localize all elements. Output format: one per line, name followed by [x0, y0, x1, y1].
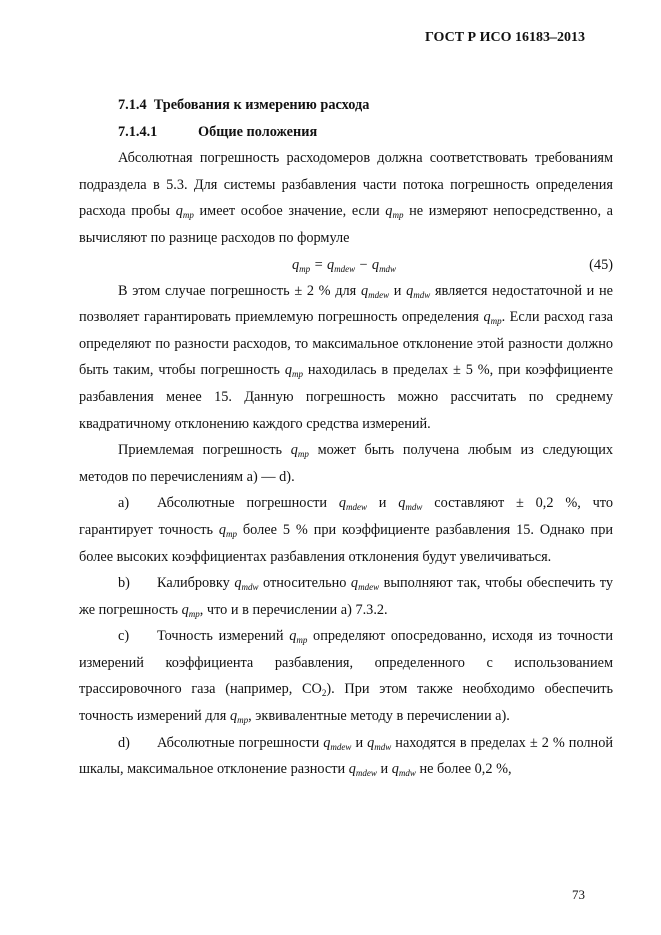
list-item-a: a) Абсолютные погрешности $q_{mdew}$ и $q_{mdw}$ составляют ± 0,2 %, что гарантирует точность $q_{mp}$ более 5 % при коэффициенте разбавления 15. Однако при более высоких коэффициентах разбавления отклонения будут увеличиваться. [79, 490, 613, 570]
document-header: ГОСТ Р ИСО 16183–2013 [424, 30, 585, 45]
formula-45 [79, 252, 613, 278]
list-marker: d) [118, 734, 130, 751]
section-heading [79, 92, 613, 119]
list-marker: a) [118, 495, 130, 512]
list-marker: b) [118, 575, 130, 592]
subsection-heading [79, 119, 613, 146]
list-marker: c) [118, 628, 130, 645]
formula-expression: $q_{mp} = q_{mdew} - q_{mdw}$ [292, 256, 397, 274]
formula-number: (45) [589, 256, 613, 273]
paragraph-2: В этом случае погрешность ± 2 % для $q_{mdew}$ и $q_{mdw}$ является недостаточной и не позволяет гарантировать приемлемую погрешность определения $q_{mp}$. Если расход газа определяют по разности расходов, то максимальное отклонение этой разности должно быть таким, чтобы погрешность $q_{mp}$ находилась в пределах ± 5 %, при коэффициенте разбавления менее 15. Данную погрешность можно рассчитать по среднему квадратичному отклонению каждого средства измерений. [79, 282, 613, 432]
page-number: 73 [572, 887, 585, 902]
subsection-number: 7.1.4.1 [118, 123, 158, 140]
section-number: 7.1.4 [118, 97, 147, 113]
section-title: Требования к измерению расхода [153, 97, 370, 113]
list-item-b: b) Калибровку $q_{mdw}$ относительно $q_{mdew}$ выполняют так, чтобы обеспечить ту же погрешность $q_{mp}$, что и в перечислении а) 7.3.2. [79, 570, 613, 623]
subsection-title: Общие положения [198, 123, 318, 140]
paragraph-1: Абсолютная погрешность расходомеров должна соответствовать требованиям подраздела в 5.3. Для системы разбавления части потока погрешность определения расхода пробы $q_{mp}$ имеет особое значение, если $q_{mp}$ не измеряют непосредственно, а вычисляют по разнице расходов по формуле [79, 150, 613, 246]
page-content [79, 92, 613, 783]
list-item-c: c) Точность измерений $q_{mp}$ определяют опосредованно, исходя из точности измерений коэффициента разбавления, определенного с использованием трассировочного газа (например, $CO_2$). При этом также необходимо обеспечить точность измерений для $q_{mp}$, эквивалентные методу в перечислении а). [79, 623, 613, 729]
paragraph-3: Приемлемая погрешность $q_{mp}$ может быть получена любым из следующих методов по перечислениям а) — d). [79, 442, 614, 485]
list-item-d: d) Абсолютные погрешности $q_{mdew}$ и $q_{mdw}$ находятся в пределах ± 2 % полной шкалы, максимальное отклонение разности $q_{mdew}$ и $q_{mdw}$ не более 0,2 %, [79, 730, 613, 783]
